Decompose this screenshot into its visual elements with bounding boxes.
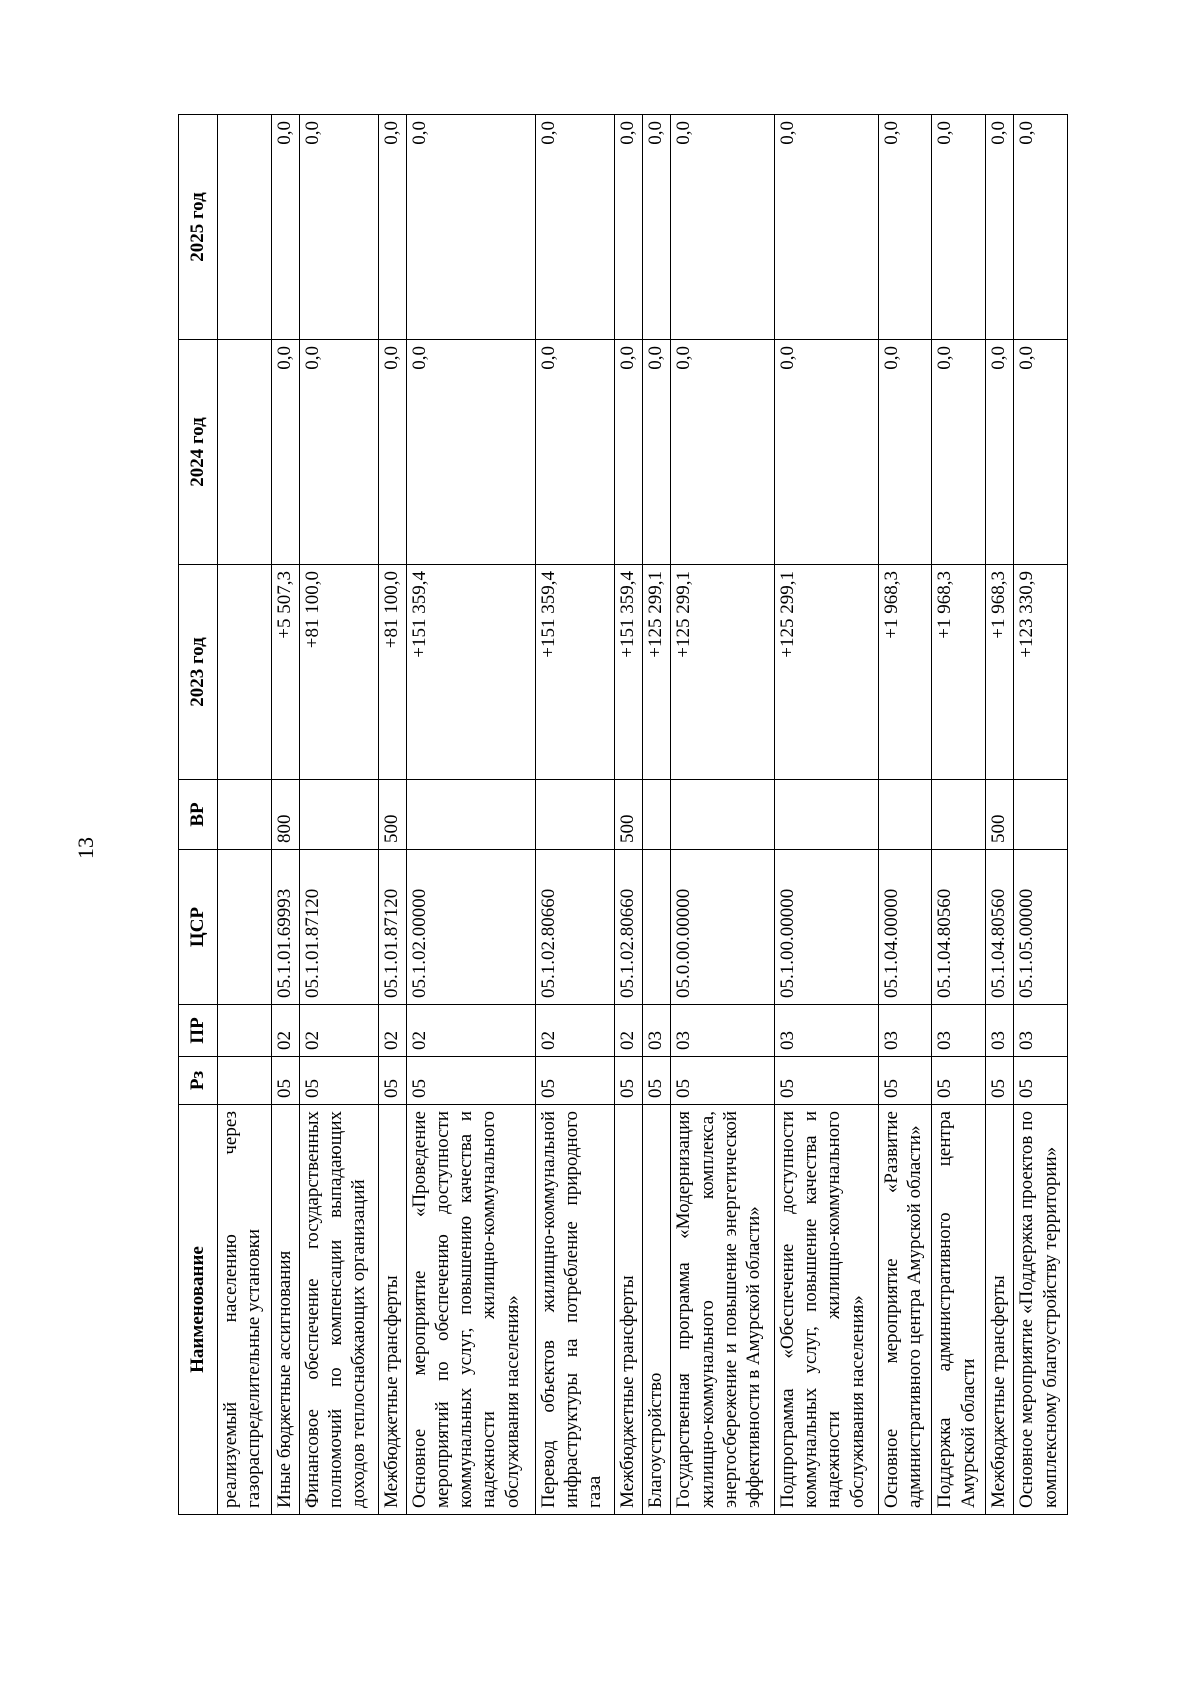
cell-csr: 05.0.00.00000 (671, 850, 775, 1005)
cell-2023: +151 359,4 (406, 565, 535, 780)
table-row (535, 115, 614, 1515)
cell-name: Межбюджетные трансферты (614, 1105, 642, 1515)
cell-name: Основное мероприятие «Развитие административного центра Амурской области» (878, 1105, 932, 1515)
cell-2024: 0,0 (642, 340, 670, 565)
cell-vr (406, 780, 535, 850)
cell-pr: 03 (932, 1005, 986, 1057)
cell-2025: 0,0 (406, 115, 535, 340)
cell-name: реализуемый населению через газораспределительные установки (218, 1105, 272, 1515)
cell-vr (1014, 780, 1068, 850)
cell-2023: +151 359,4 (535, 565, 614, 780)
table-row (986, 115, 1014, 1515)
cell-2025: 0,0 (878, 115, 932, 340)
header-name: Наименование (179, 1105, 218, 1515)
cell-pr: 02 (614, 1005, 642, 1057)
cell-2023 (218, 565, 272, 780)
cell-pr: 02 (406, 1005, 535, 1057)
budget-table (178, 114, 1068, 1515)
cell-pr: 02 (271, 1005, 299, 1057)
cell-name: Благоустройство (642, 1105, 670, 1515)
page-number: 13 (73, 837, 98, 859)
cell-2024: 0,0 (932, 340, 986, 565)
table-row (671, 115, 775, 1515)
cell-name: Иные бюджетные ассигнования (271, 1105, 299, 1515)
cell-vr (218, 780, 272, 850)
cell-2023: +125 299,1 (671, 565, 775, 780)
header-2025: 2025 год (179, 115, 218, 340)
cell-vr (535, 780, 614, 850)
cell-2025: 0,0 (535, 115, 614, 340)
header-vr: ВР (179, 780, 218, 850)
cell-2024: 0,0 (671, 340, 775, 565)
cell-2024: 0,0 (299, 340, 378, 565)
table-body (218, 115, 1068, 1515)
cell-2025: 0,0 (986, 115, 1014, 340)
cell-rz: 05 (271, 1057, 299, 1105)
cell-pr: 03 (642, 1005, 670, 1057)
cell-vr (642, 780, 670, 850)
cell-rz (218, 1057, 272, 1105)
cell-rz: 05 (406, 1057, 535, 1105)
cell-pr: 02 (378, 1005, 406, 1057)
cell-name: Поддержка административного центра Амурской области (932, 1105, 986, 1515)
cell-2025 (218, 115, 272, 340)
cell-2024: 0,0 (775, 340, 879, 565)
table-row (878, 115, 932, 1515)
cell-rz: 05 (775, 1057, 879, 1105)
cell-pr: 03 (878, 1005, 932, 1057)
cell-vr (932, 780, 986, 850)
cell-name: Государственная программа «Модернизация жилищно-коммунального комплекса, энергосбережение и повышение энергетической эффективности в Амурской области» (671, 1105, 775, 1515)
cell-rz: 05 (378, 1057, 406, 1105)
cell-pr: 03 (671, 1005, 775, 1057)
cell-2024: 0,0 (271, 340, 299, 565)
cell-pr: 02 (299, 1005, 378, 1057)
header-pr: ПР (179, 1005, 218, 1057)
cell-2024: 0,0 (614, 340, 642, 565)
cell-2024: 0,0 (406, 340, 535, 565)
cell-2024: 0,0 (986, 340, 1014, 565)
cell-name: Основное мероприятие «Поддержка проектов по комплексному благоустройству территории» (1014, 1105, 1068, 1515)
cell-2025: 0,0 (642, 115, 670, 340)
cell-csr: 05.1.04.80560 (932, 850, 986, 1005)
cell-2024: 0,0 (378, 340, 406, 565)
cell-csr: 05.1.00.00000 (775, 850, 879, 1005)
cell-name: Перевод объектов жилищно-коммунальной инфраструктуры на потребление природного газа (535, 1105, 614, 1515)
cell-2024: 0,0 (535, 340, 614, 565)
cell-csr: 05.1.01.87120 (299, 850, 378, 1005)
cell-csr: 05.1.01.87120 (378, 850, 406, 1005)
header-2023: 2023 год (179, 565, 218, 780)
cell-rz: 05 (1014, 1057, 1068, 1105)
cell-2024 (218, 340, 272, 565)
cell-name: Подпрограмма «Обеспечение доступности коммунальных услуг, повышение качества и надежности жилищно-коммунального обслуживания населения» (775, 1105, 879, 1515)
cell-name: Финансовое обеспечение государственных полномочий по компенсации выпадающих доходов теплоснабжающих организаций (299, 1105, 378, 1515)
cell-pr: 02 (535, 1005, 614, 1057)
header-2024: 2024 год (179, 340, 218, 565)
cell-vr: 500 (378, 780, 406, 850)
cell-2023: +151 359,4 (614, 565, 642, 780)
table-row (642, 115, 670, 1515)
budget-table-wrapper (178, 115, 1068, 1515)
cell-2025: 0,0 (1014, 115, 1068, 340)
cell-pr: 03 (986, 1005, 1014, 1057)
cell-2025: 0,0 (671, 115, 775, 340)
cell-2023: +1 968,3 (986, 565, 1014, 780)
table-row (614, 115, 642, 1515)
table-row (406, 115, 535, 1515)
cell-rz: 05 (932, 1057, 986, 1105)
cell-csr: 05.1.04.00000 (878, 850, 932, 1005)
cell-2023: +81 100,0 (378, 565, 406, 780)
cell-name: Основное мероприятие «Проведение мероприятий по обеспечению доступности коммунальных услуг, повышению качества и надежности жилищно-коммунального обслуживания населения» (406, 1105, 535, 1515)
cell-rz: 05 (986, 1057, 1014, 1105)
table-row (932, 115, 986, 1515)
header-csr: ЦСР (179, 850, 218, 1005)
cell-2023: +1 968,3 (878, 565, 932, 780)
cell-vr: 500 (614, 780, 642, 850)
table-row (299, 115, 378, 1515)
cell-2025: 0,0 (271, 115, 299, 340)
cell-2025: 0,0 (775, 115, 879, 340)
cell-csr: 05.1.01.69993 (271, 850, 299, 1005)
cell-2023: +123 330,9 (1014, 565, 1068, 780)
cell-csr: 05.1.02.00000 (406, 850, 535, 1005)
table-row (271, 115, 299, 1515)
cell-rz: 05 (614, 1057, 642, 1105)
cell-2023: +1 968,3 (932, 565, 986, 780)
cell-rz: 05 (299, 1057, 378, 1105)
table-row (378, 115, 406, 1515)
cell-csr: 05.1.02.80660 (535, 850, 614, 1005)
cell-vr: 800 (271, 780, 299, 850)
cell-2024: 0,0 (878, 340, 932, 565)
table-row (218, 115, 272, 1515)
cell-2023: +125 299,1 (642, 565, 670, 780)
cell-pr: 03 (775, 1005, 879, 1057)
cell-2025: 0,0 (299, 115, 378, 340)
cell-csr (642, 850, 670, 1005)
header-rz: Рз (179, 1057, 218, 1105)
cell-rz: 05 (642, 1057, 670, 1105)
table-header-row (179, 115, 218, 1515)
cell-rz: 05 (878, 1057, 932, 1105)
cell-name: Межбюджетные трансферты (986, 1105, 1014, 1515)
cell-vr: 500 (986, 780, 1014, 850)
cell-2023: +81 100,0 (299, 565, 378, 780)
cell-csr: 05.1.05.00000 (1014, 850, 1068, 1005)
cell-pr: 03 (1014, 1005, 1068, 1057)
table-row (1014, 115, 1068, 1515)
cell-csr: 05.1.04.80560 (986, 850, 1014, 1005)
cell-vr (775, 780, 879, 850)
cell-csr (218, 850, 272, 1005)
cell-2023: +5 507,3 (271, 565, 299, 780)
table-row (775, 115, 879, 1515)
cell-2025: 0,0 (614, 115, 642, 340)
cell-pr (218, 1005, 272, 1057)
cell-name: Межбюджетные трансферты (378, 1105, 406, 1515)
cell-vr (878, 780, 932, 850)
cell-2024: 0,0 (1014, 340, 1068, 565)
cell-rz: 05 (671, 1057, 775, 1105)
cell-rz: 05 (535, 1057, 614, 1105)
cell-2023: +125 299,1 (775, 565, 879, 780)
cell-2025: 0,0 (932, 115, 986, 340)
cell-2025: 0,0 (378, 115, 406, 340)
cell-vr (671, 780, 775, 850)
cell-vr (299, 780, 378, 850)
cell-csr: 05.1.02.80660 (614, 850, 642, 1005)
